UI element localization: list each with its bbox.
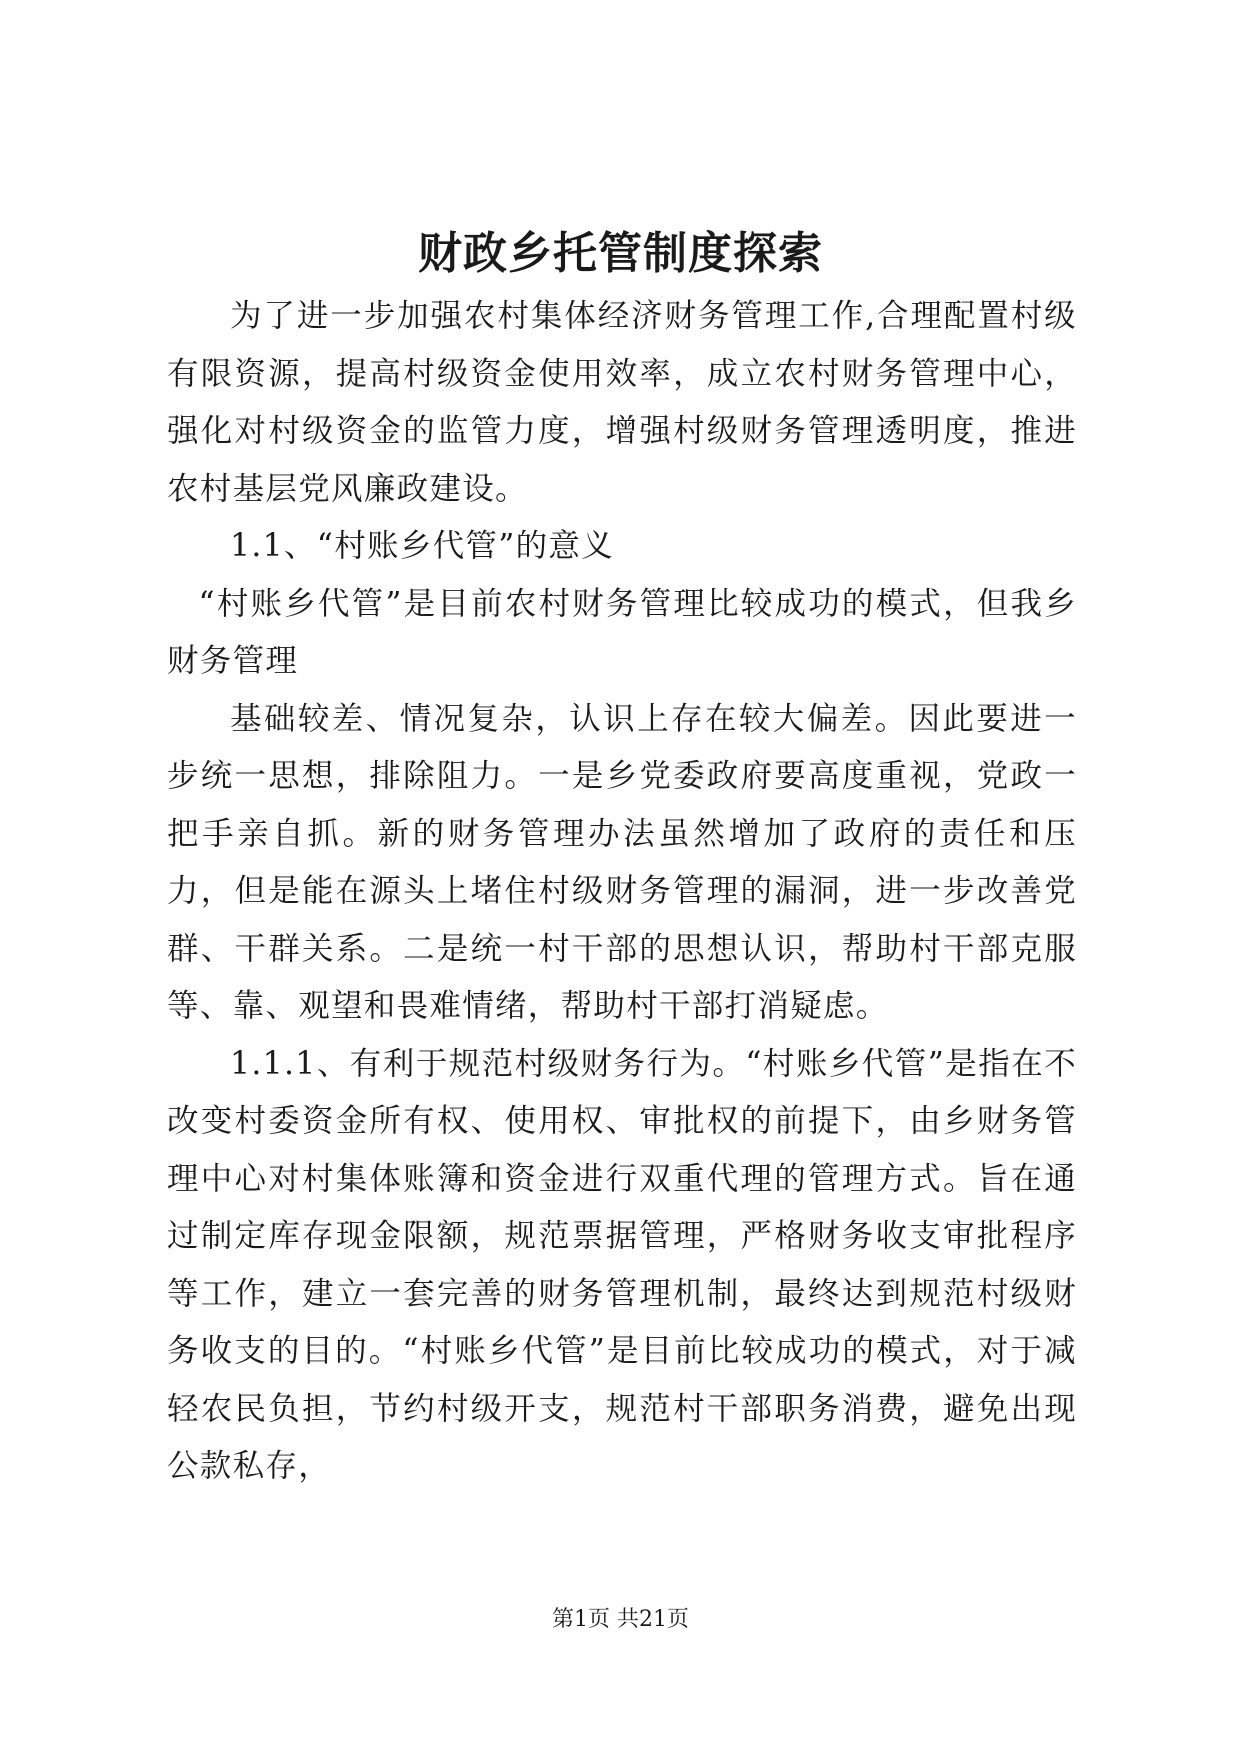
paragraph-intro: 为了进一步加强农村集体经济财务管理工作,合理配置村级有限资源，提高村级资金使用效率，成立农村财务管理中心，强化对村级资金的监管力度，增强村级财务管理透明度，推进农村基层党风廉政建设。 [167, 298, 1077, 507]
section-heading-1-1: 1.1、“村账乡代管”的意义 [230, 528, 615, 564]
paragraph-1-1-1: 1.1.1、有利于规范村级财务行为。“村账乡代管”是指在不改变村委资金所有权、使用权、审批权的前提下，由乡财务管理中心对村集体账簿和资金进行双重代理的管理方式。旨在通过制定库存现金限额，规范票据管理，严格财务收支审批程序等工作，建立一套完善的财务管理机制，最终达到规范村级财务收支的目的。“村账乡代管”是目前比较成功的模式，对于减轻农民负担，节约村级开支，规范村干部职务消费，避免出现公款私存， [167, 1045, 1077, 1484]
paragraph-significance: “村账乡代管”是目前农村财务管理比较成功的模式，但我乡财务管理 [167, 585, 1077, 679]
paragraph-foundation: 基础较差、情况复杂，认识上存在较大偏差。因此要进一步统一思想，排除阻力。一是乡党委政府要高度重视，党政一把手亲自抓。新的财务管理办法虽然增加了政府的责任和压力，但是能在源头上堵住村级财务管理的漏洞，进一步改善党群、干群关系。二是统一村干部的思想认识，帮助村干部克服等、靠、观望和畏难情绪，帮助村干部打消疑虑。 [167, 700, 1077, 1024]
document-body [167, 288, 1077, 1496]
document-title: 财政乡托管制度探索 [418, 228, 823, 279]
page-number-footer: 第1页 共21页 [552, 1607, 689, 1632]
